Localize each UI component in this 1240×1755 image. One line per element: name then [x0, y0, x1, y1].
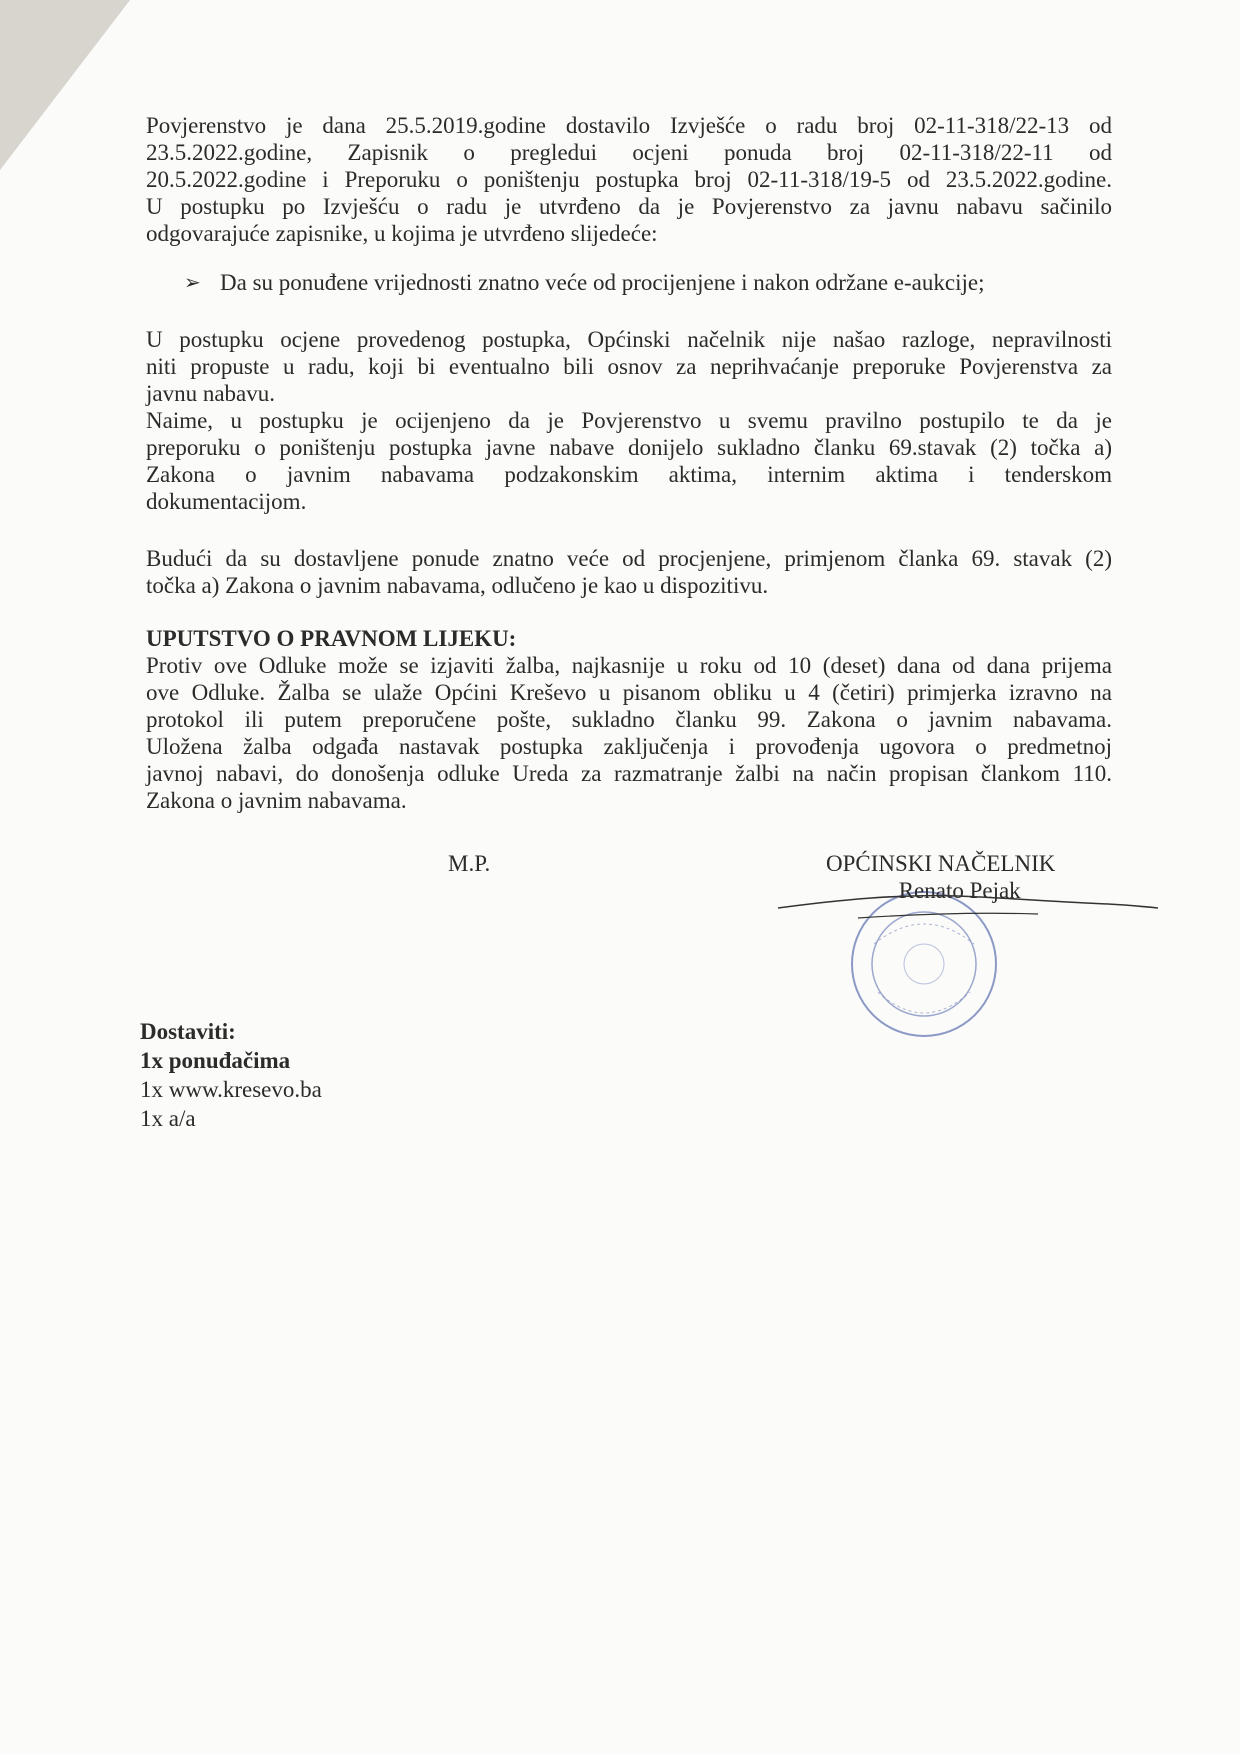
- distribution-item: 1x ponuđačima: [140, 1048, 291, 1073]
- text-line: Protiv ove Odluke može se izjaviti žalba, najkasnije u roku od 10 (deset) dana od dana prijema: [146, 653, 1112, 678]
- text-line: U postupku ocjene provedenog postupka, Općinski načelnik nije našao razloge, nepravilnosti: [146, 327, 1112, 352]
- distribution-list: [140, 1017, 322, 1133]
- text-line: točka a) Zakona o javnim nabavama, odlučeno je kao u dispozitivu.: [146, 573, 769, 598]
- text-line: Zakona o javnim nabavama.: [146, 788, 407, 813]
- paragraph-legal-remedy: [146, 652, 1112, 814]
- distribution-item: 1x www.kresevo.ba: [140, 1077, 322, 1102]
- arrow-bullet-icon: ➢: [184, 270, 201, 294]
- distribution-title: Dostaviti:: [140, 1019, 236, 1044]
- text-line: niti propuste u radu, koji bi eventualno bili osnov za neprihvaćanje preporuke Povjerenstva za: [146, 354, 1112, 379]
- text-line: Zakona o javnim nabavama podzakonskim aktima, internim aktima i tenderskom: [146, 462, 1112, 487]
- distribution-item: 1x a/a: [140, 1106, 196, 1131]
- text-line: javnu nabavu.: [146, 381, 276, 406]
- bullet-item: [184, 269, 1112, 296]
- signature-block: [146, 850, 1112, 970]
- text-line: protokol ili putem preporučene pošte, sukladno članku 99. Zakona o javnim nabavama.: [146, 707, 1112, 732]
- paragraph-evaluation: [146, 326, 1112, 515]
- text-line: javnoj nabavi, do donošenja odluke Ureda za razmatranje žalbi na način propisan člankom 110.: [146, 761, 1112, 786]
- mayor-name: Renato Pejak: [898, 878, 1021, 903]
- text-line: ove Odluke. Žalba se ulaže Općini Kreševo u pisanom obliku u 4 (četiri) primjerka izravno na: [146, 680, 1112, 705]
- text-line: preporuku o poništenju postupka javne nabave donijelo sukladno članku 69.stavak (2) točka a): [146, 435, 1112, 460]
- text-line: 23.5.2022.godine, Zapisnik o pregledui ocjeni ponuda broj 02-11-318/22-11 od: [146, 140, 1112, 165]
- text-line: dokumentacijom.: [146, 489, 307, 514]
- text-line: odgovarajuće zapisnike, u kojima je utvrđeno slijedeće:: [146, 221, 658, 246]
- paragraph-decision: [146, 545, 1112, 599]
- text-line: Uložena žalba odgađa nastavak postupka zaključenja i provođenja ugovora o predmetnoj: [146, 734, 1112, 759]
- text-line: U postupku po Izvješću o radu je utvrđeno da je Povjerenstvo za javnu nabavu sačinilo: [146, 194, 1112, 219]
- text-line: Budući da su dostavljene ponude znatno veće od procjenjene, primjenom članka 69. stavak (2): [146, 546, 1112, 571]
- paragraph-report: [146, 112, 1112, 247]
- text-line: 20.5.2022.godine i Preporuku o poništenju postupka broj 02-11-318/19-5 od 23.5.2022.godine.: [146, 167, 1112, 192]
- bullet-text: Da su ponuđene vrijednosti znatno veće od procijenjene i nakon održane e-aukcije;: [220, 270, 985, 295]
- legal-remedy-heading: UPUTSTVO O PRAVNOM LIJEKU:: [146, 626, 517, 651]
- page-corner-shadow: [0, 0, 130, 170]
- mayor-title: OPĆINSKI NAČELNIK: [826, 851, 1056, 876]
- text-line: Naime, u postupku je ocijenjeno da je Povjerenstvo u svemu pravilno postupilo te da je: [146, 408, 1112, 433]
- text-line: Povjerenstvo je dana 25.5.2019.godine dostavilo Izvješće o radu broj 02-11-318/22-13 od: [146, 113, 1112, 138]
- handwritten-signature: [778, 880, 1158, 920]
- document-body: [146, 112, 1112, 970]
- seal-placeholder-label: M.P.: [448, 851, 491, 876]
